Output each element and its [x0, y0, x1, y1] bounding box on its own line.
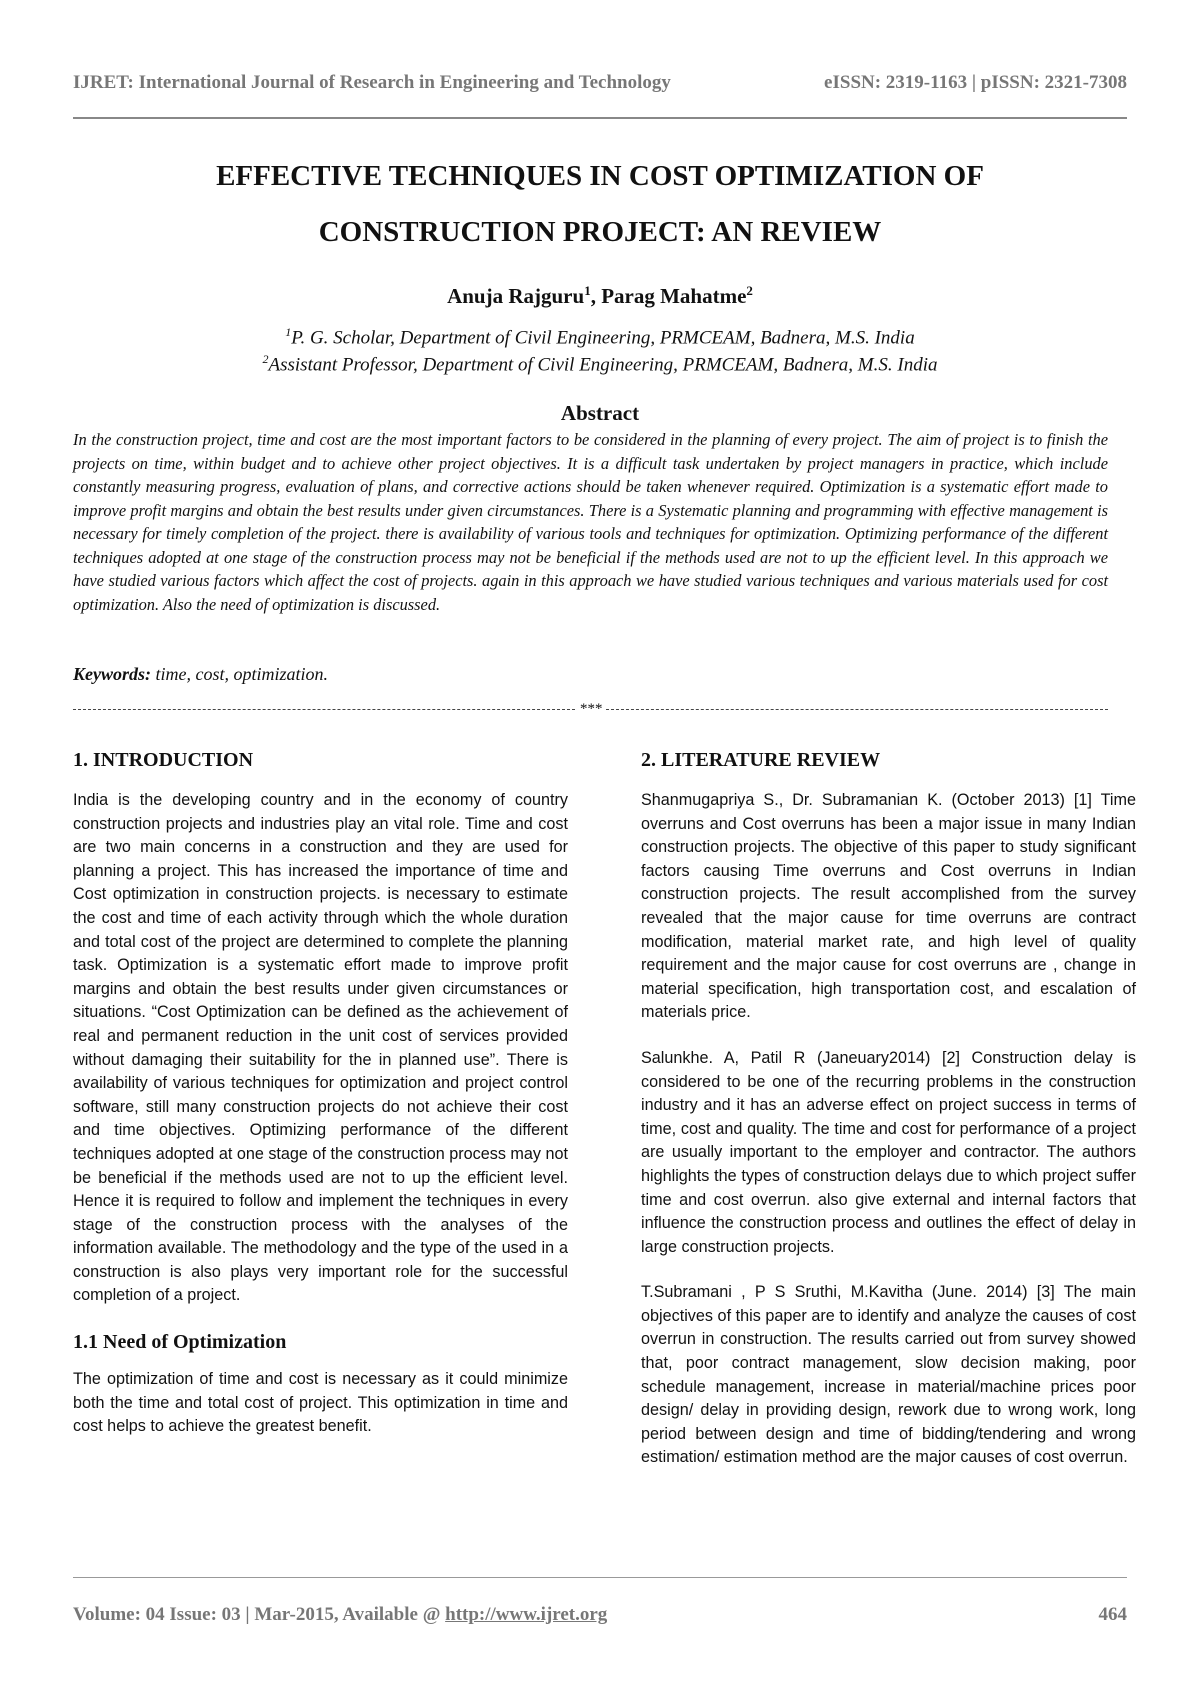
journal-name: IJRET: International Journal of Research in Engineering and Technology [73, 72, 671, 93]
header-rule [73, 117, 1127, 119]
author-list [0, 283, 1200, 309]
keywords [73, 664, 328, 685]
right-column [641, 748, 1136, 1492]
literature-review-heading: 2. LITERATURE REVIEW [641, 749, 881, 771]
left-column [73, 748, 568, 1461]
need-of-optimization-paragraph: The optimization of time and cost is necessary as it could minimize both the time and total cost of project. This optimization in time and cost helps to achieve the greatest benefit. [73, 1370, 568, 1436]
author-2-sup: 2 [746, 283, 753, 298]
abstract-text: In the construction project, time and cost are the most important factors to be considered in the planning of every project. The aim of project is to finish the projects on time, within budget and to achieve other project objectives. It is a difficult task undertaken by project managers in practice, which include constantly measuring progress, evaluation of plans, and corrective actions should be taken whenever required. Optimization is a systematic effort made to improve profit margins and obtain the best results under given circumstances. There is a Systematic planning and programming with effective management is necessary for timely completion of the project. there is availability of various tools and techniques for optimization. Optimizing performance of the different techniques adopted at one stage of the construction process may not be beneficial if the methods used are not to up the efficient level. In this approach we have studied various factors which affect the cost of projects. again in this approach we have studied various techniques and various materials used for cost optimization. Also the need of optimization is discussed. [73, 430, 1108, 614]
title-line-1: EFFECTIVE TECHNIQUES IN COST OPTIMIZATION OF [216, 160, 984, 192]
running-header [73, 72, 1127, 94]
affiliation-2-text: Assistant Professor, Department of Civil Engineering, PRMCEAM, Badnera, M.S. India [268, 354, 938, 376]
need-of-optimization-heading: 1.1 Need of Optimization [73, 1331, 287, 1354]
abstract-heading: Abstract [560, 401, 640, 425]
page-number: 464 [1098, 1604, 1127, 1625]
paper-title [100, 148, 1100, 260]
affiliation-1-sup: 1 [285, 325, 292, 339]
literature-paragraph-1: Shanmugapriya S., Dr. Subramanian K. (October 2013) [1] Time overruns and Cost overruns has been a major issue in many Indian construction projects. The objective of this paper to study significant factors causing Time overruns and Cost overruns in Indian construction projects. The result accomplished from the survey revealed that the major cause for time overruns are contract modification, material market rate, and high level of quality requirement and the major cause for cost overruns are , change in material specification, high transportation cost, and escalation of materials price. [641, 791, 1136, 1022]
author-1: Anuja Rajguru [447, 284, 585, 308]
literature-paragraph-2: Salunkhe. A, Patil R (Janeuary2014) [2] Construction delay is considered to be one of the recurring problems in the construction industry and it has an adverse effect on project success in terms of time, cost and quality. The time and cost for performance of a project are usually important to the employer and contractor. The authors highlights the types of construction delays due to which project suffer time and cost overrun. also give external and internal factors that influence the construction process and outlines the effect of delay in large construction projects. [641, 1048, 1136, 1256]
page-footer [73, 1604, 1127, 1626]
footer-volume: Volume: 04 Issue: 03 | Mar-2015, Available @ [73, 1604, 446, 1625]
separator-mark: *** [579, 700, 602, 717]
keywords-label: Keywords: [73, 664, 151, 684]
footer-citation [73, 1604, 607, 1626]
footer-rule [73, 1577, 1127, 1578]
introduction-heading: 1. INTRODUCTION [73, 749, 254, 771]
author-2: Parag Mahatme [601, 284, 747, 308]
author-separator: , [590, 284, 602, 308]
affiliation-1 [0, 325, 1200, 349]
keywords-text: time, cost, optimization. [151, 664, 328, 684]
title-line-2: CONSTRUCTION PROJECT: AN REVIEW [318, 216, 882, 248]
journal-website-link[interactable]: http://www.ijret.org [445, 1604, 608, 1625]
introduction-paragraph: India is the developing country and in the economy of country construction projects and industries play an vital role. Time and cost are two main concerns in a construction and they are used for planning a project. This has increased the importance of time and Cost optimization in construction projects. is necessary to estimate the cost and time of each activity through which the whole duration and total cost of the project are determined to complete the planning task. Optimization is a systematic effort made to improve profit margins and obtain the best results under given circumstances or situations. “Cost Optimization can be defined as the achievement of real and permanent reduction in the unit cost of services provided without damaging their suitability for the in planned use”. There is availability of various techniques for optimization and project control software, still many construction projects do not achieve their cost and time objectives. Optimizing performance of the different techniques adopted at one stage of the construction process may not be beneficial if the methods used are not to up the efficient level. Hence it is required to follow and implement the techniques in every stage of the construction process with the analyses of the information available. The methodology and the type of the used in a construction is also plays very important role for the successful completion of a project. [73, 791, 568, 1305]
section-separator [73, 702, 1108, 716]
separator-dash-left [73, 709, 575, 710]
affiliation-2-sup: 2 [262, 352, 269, 366]
separator-dash-right [606, 709, 1108, 710]
literature-paragraph-3: T.Subramani , P S Sruthi, M.Kavitha (June. 2014) [3] The main objectives of this paper are to identify and analyze the causes of cost overrun in construction. The results carried out from survey showed that, poor contract management, slow decision making, poor schedule management, increase in material/machine prices poor design/ delay in providing design, rework due to wrong work, long period between design and time of bidding/tendering and wrong estimation/ estimation method are the major causes of cost overrun. [641, 1283, 1136, 1467]
issn: eISSN: 2319-1163 | pISSN: 2321-7308 [824, 72, 1127, 93]
author-1-sup: 1 [584, 283, 591, 298]
affiliation-1-text: P. G. Scholar, Department of Civil Engineering, PRMCEAM, Badnera, M.S. India [291, 327, 915, 349]
affiliation-2 [0, 352, 1200, 376]
